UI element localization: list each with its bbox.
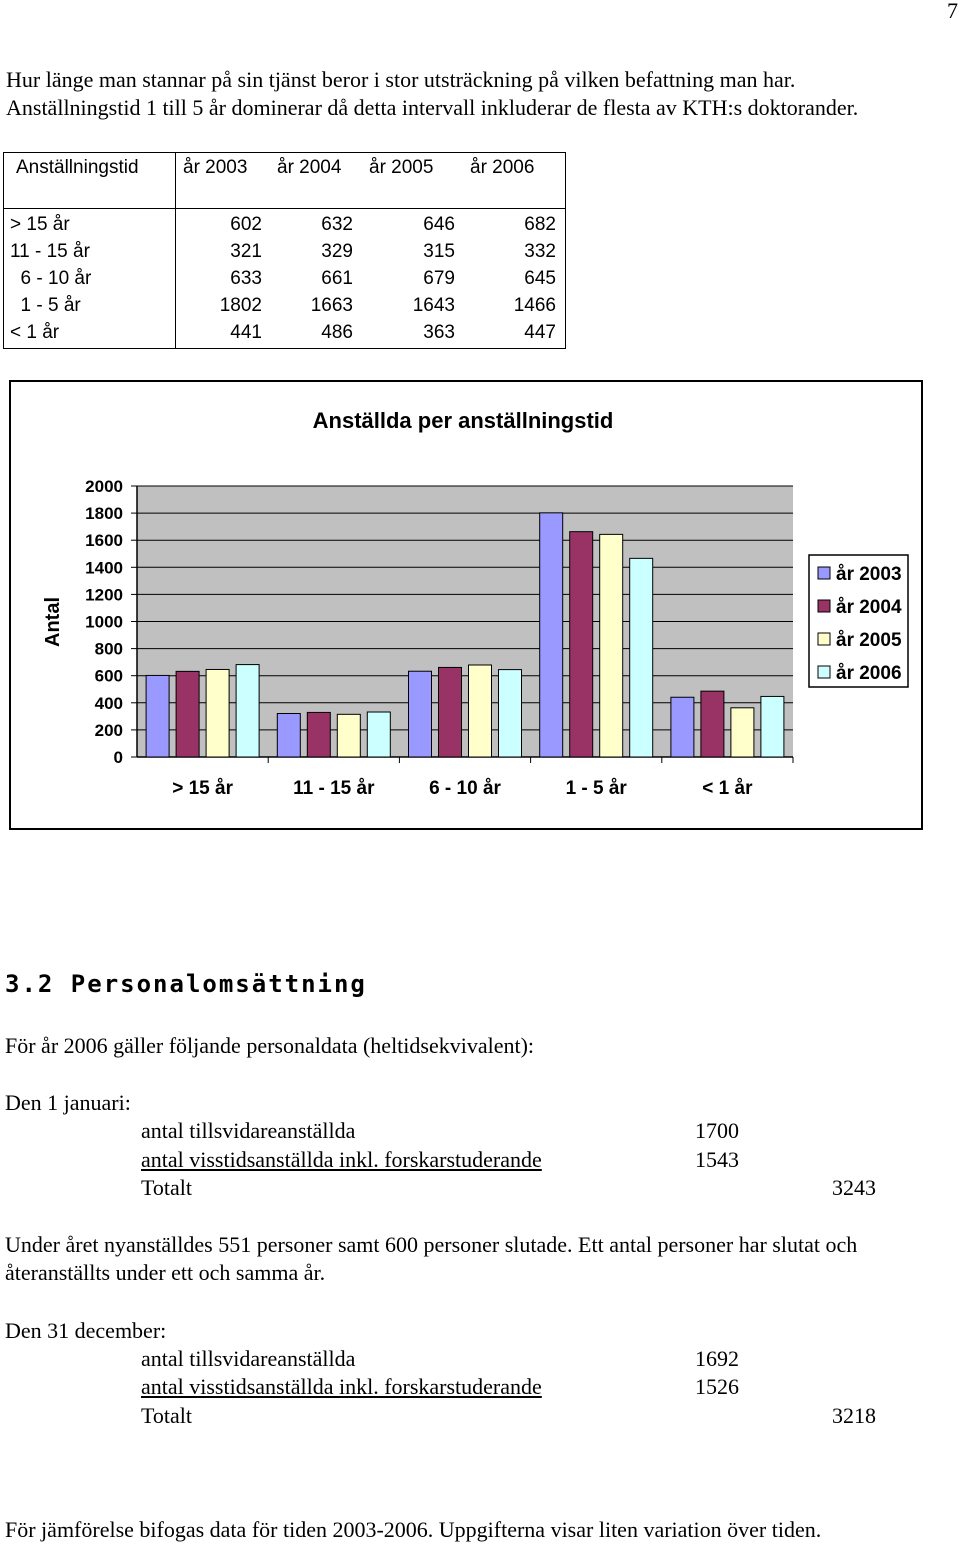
y-tick-label: 600 — [94, 666, 123, 686]
table-cell: 447 — [524, 322, 556, 343]
x-tick-label: 6 - 10 år — [429, 778, 501, 799]
dec-permanent-value: 1692 — [695, 1346, 739, 1371]
dec-temporary-row — [141, 1373, 739, 1401]
jan-permanent-label: antal tillsvidareanställda — [141, 1118, 356, 1143]
table-cell: 486 — [321, 322, 353, 343]
bar — [439, 667, 462, 757]
bar — [409, 671, 432, 757]
dec-label: Den 31 december: — [5, 1318, 167, 1343]
table-cell: 1643 — [412, 295, 455, 316]
jan-total-value: 3243 — [832, 1175, 876, 1200]
table-divider-vertical — [175, 153, 176, 348]
jan-temporary-value: 1543 — [695, 1147, 739, 1172]
y-tick-label: 1400 — [85, 558, 123, 578]
intro-line-2: Anställningstid 1 till 5 år dominerar då detta intervall inkluderar de flesta av KTH:s doktorander. — [6, 95, 859, 120]
table-header-2003: år 2003 — [183, 157, 248, 178]
bar — [367, 712, 390, 757]
y-tick-label: 1000 — [85, 612, 123, 632]
section-intro: För år 2006 gäller följande personaldata (heltidsekvivalent): — [5, 1033, 535, 1058]
bar — [469, 665, 492, 757]
dec-temporary-value: 1526 — [695, 1374, 739, 1399]
bar — [499, 670, 522, 757]
y-tick-label: 2000 — [85, 477, 123, 496]
bar — [206, 669, 229, 757]
x-tick-label: < 1 år — [702, 778, 753, 799]
table-cell: 633 — [230, 268, 262, 289]
bar — [176, 671, 199, 757]
bar — [671, 697, 694, 757]
table-cell: 315 — [423, 241, 455, 262]
table-row-label: < 1 år — [10, 322, 60, 343]
bar — [236, 665, 259, 757]
bar — [277, 714, 300, 757]
y-tick-label: 1600 — [85, 531, 123, 551]
table-cell: 1663 — [310, 295, 353, 316]
legend-label: år 2005 — [836, 630, 902, 651]
y-tick-label: 200 — [94, 720, 123, 740]
table-row-label: > 15 år — [10, 214, 70, 235]
dec-permanent-label: antal tillsvidareanställda — [141, 1346, 356, 1371]
table-cell: 329 — [321, 241, 353, 262]
legend-swatch — [818, 633, 830, 645]
table-row-label: 6 - 10 år — [10, 268, 92, 289]
bar — [701, 691, 724, 757]
legend-swatch — [818, 567, 830, 579]
section-heading: 3.2 Personalomsättning — [5, 970, 367, 998]
table-header-2004: år 2004 — [277, 157, 342, 178]
legend-label: år 2004 — [836, 597, 902, 618]
table-cell: 1466 — [513, 295, 556, 316]
legend-label: år 2006 — [836, 663, 902, 684]
x-tick-label: 1 - 5 år — [565, 778, 627, 799]
table-cell: 679 — [423, 268, 455, 289]
table-header-duration: Anställningstid — [16, 157, 139, 178]
legend-label: år 2003 — [836, 564, 902, 585]
table-row-label: 1 - 5 år — [10, 295, 81, 316]
bar — [337, 714, 360, 757]
table-divider-horizontal — [4, 208, 565, 209]
table-cell: 363 — [423, 322, 455, 343]
table-cell: 441 — [230, 322, 262, 343]
bar — [570, 532, 593, 757]
jan-temporary-row — [141, 1146, 739, 1174]
dec-total-label: Totalt — [141, 1403, 193, 1428]
y-tick-label: 1200 — [85, 585, 123, 605]
y-tick-label: 1800 — [85, 504, 123, 524]
jan-permanent-value: 1700 — [695, 1118, 739, 1143]
table-cell: 332 — [524, 241, 556, 262]
jan-total-label: Totalt — [141, 1175, 193, 1200]
during-year-line-2: återanställts under ett och samma år. — [5, 1260, 326, 1285]
x-tick-label: > 15 år — [172, 778, 233, 799]
bar — [630, 558, 653, 757]
table-cell: 661 — [321, 268, 353, 289]
y-tick-label: 800 — [94, 639, 123, 659]
y-axis-label: Antal — [42, 597, 64, 647]
page-number: 7 — [947, 0, 958, 23]
table-cell: 646 — [423, 214, 455, 235]
chart-title: Anställda per anställningstid — [312, 408, 614, 433]
intro-paragraph — [6, 66, 956, 122]
table-cell: 632 — [321, 214, 353, 235]
bar — [540, 513, 563, 757]
dec-temporary-label: antal visstidsanställda inkl. forskarstuderande — [141, 1374, 542, 1399]
bar-chart-svg — [11, 382, 921, 828]
table-header-2005: år 2005 — [369, 157, 434, 178]
table-cell: 1802 — [219, 295, 262, 316]
jan-temporary-label: antal visstidsanställda inkl. forskarstuderande — [141, 1147, 542, 1172]
during-year-line-1: Under året nyanställdes 551 personer samt 600 personer slutade. Ett antal personer har slutat och — [5, 1232, 858, 1257]
bar — [307, 712, 330, 757]
bar — [761, 696, 784, 757]
employment-duration-table — [3, 152, 566, 349]
table-row-label: 11 - 15 år — [10, 241, 90, 262]
legend-swatch — [818, 666, 830, 678]
jan-label: Den 1 januari: — [5, 1090, 131, 1115]
table-cell: 602 — [230, 214, 262, 235]
table-cell: 682 — [524, 214, 556, 235]
footer-note: För jämförelse bifogas data för tiden 2003-2006. Uppgifterna visar liten variation över tiden. — [5, 1517, 822, 1542]
bar — [600, 534, 623, 757]
y-tick-label: 0 — [113, 748, 123, 767]
bar — [731, 708, 754, 757]
table-cell: 321 — [230, 241, 262, 262]
x-tick-label: 11 - 15 år — [293, 778, 375, 799]
table-header-2006: år 2006 — [470, 157, 535, 178]
y-tick-label: 400 — [94, 693, 123, 713]
legend-swatch — [818, 600, 830, 612]
bar — [146, 675, 169, 757]
bar-chart — [9, 380, 923, 830]
dec-total-value: 3218 — [832, 1403, 876, 1428]
table-cell: 645 — [524, 268, 556, 289]
intro-line-1: Hur länge man stannar på sin tjänst beror i stor utsträckning på vilken befattning man har. — [6, 67, 796, 92]
